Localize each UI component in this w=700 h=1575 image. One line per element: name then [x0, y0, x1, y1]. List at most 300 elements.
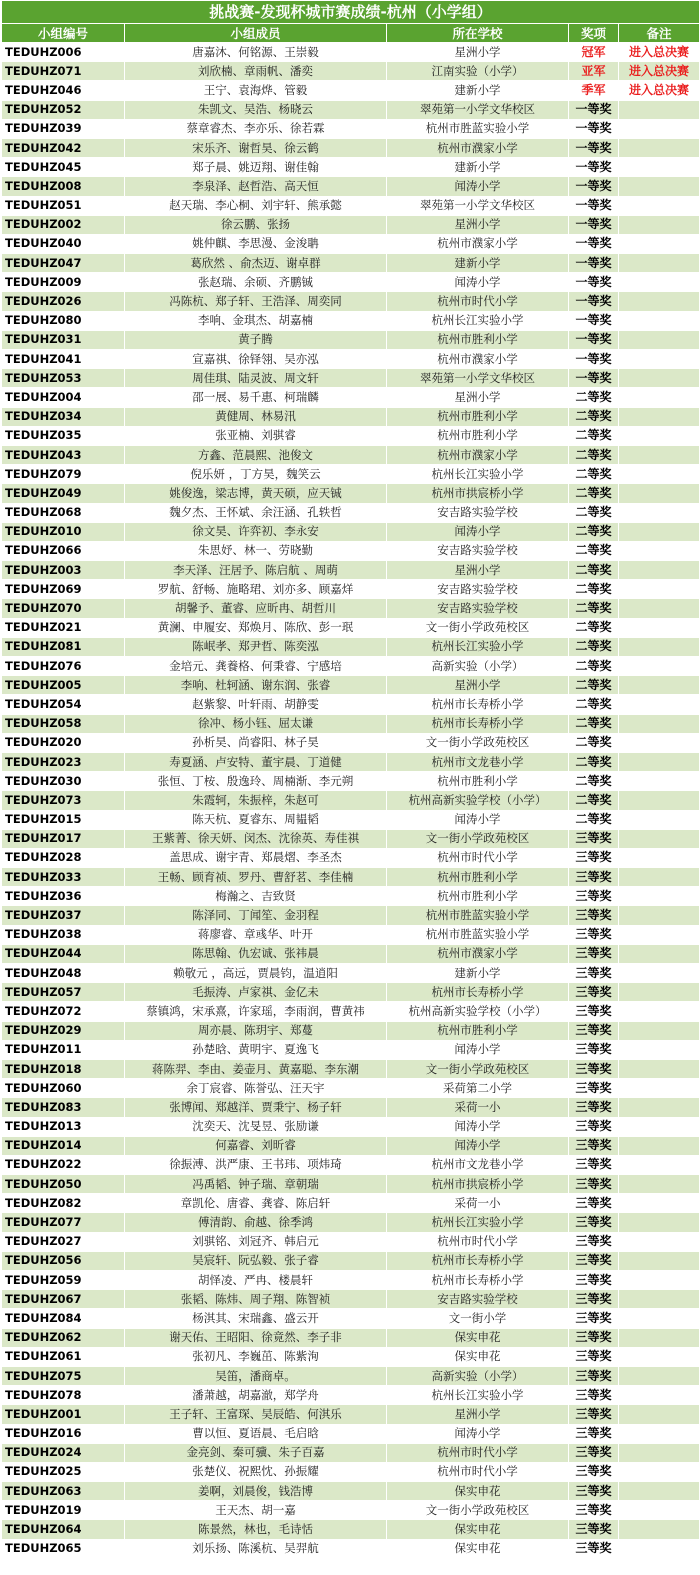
members-cell: 张初凡、李巍茁、陈紫洵: [125, 1347, 387, 1366]
members-cell: 朱凯文、吴浩、杨晓云: [125, 100, 387, 119]
group-id-cell: TEDUHZ043: [2, 445, 125, 464]
award-cell: 三等奖: [569, 1021, 619, 1040]
note-cell: [619, 350, 700, 369]
note-cell: [619, 1040, 700, 1059]
note-cell: [619, 1482, 700, 1501]
award-cell: 三等奖: [569, 1155, 619, 1174]
members-cell: 曹以恒、夏语晨、毛启晗: [125, 1424, 387, 1443]
note-cell: [619, 791, 700, 810]
note-cell: [619, 100, 700, 119]
members-cell: 胡馨予、董睿、应昕冉、胡哲川: [125, 599, 387, 618]
school-cell: 杭州市胜利小学: [387, 330, 569, 349]
group-id-cell: TEDUHZ053: [2, 369, 125, 388]
school-cell: 保实申花: [387, 1482, 569, 1501]
members-cell: 徐振溥、洪严康、王书玮、项炜琦: [125, 1155, 387, 1174]
table-row: [2, 733, 700, 752]
table-row: [2, 1079, 700, 1098]
table-row: [2, 1462, 700, 1481]
members-cell: 罗航、舒畅、施略珺、刘亦多、顾嘉烊: [125, 580, 387, 599]
header-award: 奖项: [569, 24, 619, 43]
note-cell: [619, 426, 700, 445]
group-id-cell: TEDUHZ036: [2, 887, 125, 906]
results-table: [1, 0, 700, 1559]
school-cell: 杭州市拱宸桥小学: [387, 484, 569, 503]
award-cell: 冠军: [569, 43, 619, 62]
table-row: [2, 983, 700, 1002]
note-cell: [619, 1213, 700, 1232]
note-cell: [619, 503, 700, 522]
note-cell: [619, 848, 700, 867]
members-cell: 冯禹韬、钟子瑞、章朝瑞: [125, 1175, 387, 1194]
members-cell: 黄澜、申履安、郑焕月、陈欣、彭一珉: [125, 618, 387, 637]
group-id-cell: TEDUHZ081: [2, 637, 125, 656]
award-cell: 三等奖: [569, 1405, 619, 1424]
award-cell: 亚军: [569, 62, 619, 81]
school-cell: 建新小学: [387, 81, 569, 100]
table-row: [2, 1175, 700, 1194]
table-row: [2, 676, 700, 695]
group-id-cell: TEDUHZ018: [2, 1059, 125, 1078]
award-cell: 二等奖: [569, 714, 619, 733]
members-cell: 赵天瑞、李心桐、刘宇轩、熊承懿: [125, 196, 387, 215]
note-cell: [619, 1117, 700, 1136]
school-cell: 安吉路实验学校: [387, 1290, 569, 1309]
note-cell: [619, 1232, 700, 1251]
group-id-cell: TEDUHZ057: [2, 983, 125, 1002]
table-row: [2, 445, 700, 464]
school-cell: 杭州市胜利小学: [387, 407, 569, 426]
group-id-cell: TEDUHZ005: [2, 676, 125, 695]
note-cell: [619, 158, 700, 177]
school-cell: 杭州长江实验小学: [387, 465, 569, 484]
members-cell: 刘乐扬、陈溪杭、吴羿航: [125, 1539, 387, 1558]
note-cell: [619, 215, 700, 234]
school-cell: 建新小学: [387, 964, 569, 983]
header-note: 备注: [619, 24, 700, 43]
note-cell: [619, 695, 700, 714]
table-body: [2, 43, 700, 1559]
members-cell: 李响、杜轲涵、谢东润、张睿: [125, 676, 387, 695]
school-cell: 闻涛小学: [387, 1040, 569, 1059]
members-cell: 李天泽、汪居予、陈启航 、周萌: [125, 561, 387, 580]
school-cell: 杭州市濮家小学: [387, 445, 569, 464]
group-id-cell: TEDUHZ020: [2, 733, 125, 752]
group-id-cell: TEDUHZ010: [2, 522, 125, 541]
members-cell: 孙楚晗、黄明宇、夏逸飞: [125, 1040, 387, 1059]
school-cell: 星洲小学: [387, 388, 569, 407]
award-cell: 二等奖: [569, 599, 619, 618]
award-cell: 三等奖: [569, 1213, 619, 1232]
members-cell: 周亦晨、陈玥宇、郑蔓: [125, 1021, 387, 1040]
members-cell: 姚仲麒、李思漫、金浚聃: [125, 234, 387, 253]
note-cell: [619, 1136, 700, 1155]
school-cell: 文一街小学: [387, 1309, 569, 1328]
group-id-cell: TEDUHZ002: [2, 215, 125, 234]
school-cell: 安吉路实验学校: [387, 541, 569, 560]
members-cell: 张亚楠、刘骐睿: [125, 426, 387, 445]
award-cell: 二等奖: [569, 772, 619, 791]
note-cell: [619, 887, 700, 906]
note-cell: [619, 1309, 700, 1328]
school-cell: 杭州市长寿桥小学: [387, 1251, 569, 1270]
members-cell: 蒋廖睿、章彧华、叶开: [125, 925, 387, 944]
note-cell: [619, 177, 700, 196]
table-row: [2, 868, 700, 887]
members-cell: 李响、金琪杰、胡嘉楠: [125, 311, 387, 330]
members-cell: 王宁、袁海烨、管毅: [125, 81, 387, 100]
school-cell: 杭州市时代小学: [387, 292, 569, 311]
school-cell: 杭州市文龙巷小学: [387, 1155, 569, 1174]
members-cell: 寿夏涵、卢安特、董宇晨、丁道健: [125, 752, 387, 771]
group-id-cell: TEDUHZ003: [2, 561, 125, 580]
group-id-cell: TEDUHZ063: [2, 1482, 125, 1501]
school-cell: 杭州市长寿桥小学: [387, 1271, 569, 1290]
award-cell: 二等奖: [569, 426, 619, 445]
table-row: [2, 906, 700, 925]
table-row: [2, 1347, 700, 1366]
award-cell: 二等奖: [569, 465, 619, 484]
members-cell: 周佳琪、陆灵波、周文轩: [125, 369, 387, 388]
table-row: [2, 43, 700, 62]
group-id-cell: TEDUHZ013: [2, 1117, 125, 1136]
group-id-cell: TEDUHZ060: [2, 1079, 125, 1098]
note-cell: [619, 330, 700, 349]
members-cell: 姚俊逸，梁志博，黄天硕，应天铖: [125, 484, 387, 503]
header-members: 小组成员: [125, 24, 387, 43]
members-cell: 方鑫、范晨熙、池俊文: [125, 445, 387, 464]
note-cell: [619, 522, 700, 541]
table-row: [2, 196, 700, 215]
award-cell: 三等奖: [569, 1040, 619, 1059]
group-id-cell: TEDUHZ033: [2, 868, 125, 887]
note-cell: [619, 1347, 700, 1366]
award-cell: 三等奖: [569, 1290, 619, 1309]
group-id-cell: TEDUHZ071: [2, 62, 125, 81]
group-id-cell: TEDUHZ072: [2, 1002, 125, 1021]
table-row: [2, 177, 700, 196]
award-cell: 三等奖: [569, 906, 619, 925]
award-cell: 三等奖: [569, 829, 619, 848]
table-row: [2, 1117, 700, 1136]
group-id-cell: TEDUHZ056: [2, 1251, 125, 1270]
award-cell: 一等奖: [569, 196, 619, 215]
school-cell: 杭州市胜利小学: [387, 426, 569, 445]
award-cell: 二等奖: [569, 541, 619, 560]
note-cell: [619, 752, 700, 771]
members-cell: 王子轩、王富琛、吴辰皓、何淇乐: [125, 1405, 387, 1424]
award-cell: 二等奖: [569, 407, 619, 426]
note-cell: [619, 772, 700, 791]
school-cell: 杭州市时代小学: [387, 1443, 569, 1462]
note-cell: [619, 964, 700, 983]
award-cell: 三等奖: [569, 1271, 619, 1290]
school-cell: 杭州市文龙巷小学: [387, 752, 569, 771]
members-cell: 陈景然，林也，毛诗恬: [125, 1520, 387, 1539]
table-row: [2, 522, 700, 541]
group-id-cell: TEDUHZ082: [2, 1194, 125, 1213]
members-cell: 沈奕天、沈旻昱、张励谦: [125, 1117, 387, 1136]
group-id-cell: TEDUHZ078: [2, 1386, 125, 1405]
award-cell: 一等奖: [569, 138, 619, 157]
award-cell: 一等奖: [569, 292, 619, 311]
award-cell: 三等奖: [569, 1443, 619, 1462]
school-cell: 杭州市时代小学: [387, 848, 569, 867]
members-cell: 吴宸轩、阮弘毅、张子睿: [125, 1251, 387, 1270]
school-cell: 闻涛小学: [387, 522, 569, 541]
members-cell: 蔡镇鸿，宋承熹，许家瑶，李雨润，曹黄祎: [125, 1002, 387, 1021]
school-cell: 杭州市长寿桥小学: [387, 714, 569, 733]
table-row: [2, 599, 700, 618]
group-id-cell: TEDUHZ070: [2, 599, 125, 618]
school-cell: 杭州市濮家小学: [387, 138, 569, 157]
table-row: [2, 1271, 700, 1290]
award-cell: 三等奖: [569, 1002, 619, 1021]
members-cell: 王畅、顾育祯、罗丹、曹舒茗、李佳楠: [125, 868, 387, 887]
group-id-cell: TEDUHZ011: [2, 1040, 125, 1059]
group-id-cell: TEDUHZ015: [2, 810, 125, 829]
members-cell: 蒋陈羿、李由、姜壶月、黄嘉聪、李东潮: [125, 1059, 387, 1078]
table-row: [2, 1021, 700, 1040]
award-cell: 二等奖: [569, 676, 619, 695]
school-cell: 安吉路实验学校: [387, 503, 569, 522]
members-cell: 张楚仪、祝熙忱、孙振耀: [125, 1462, 387, 1481]
note-cell: [619, 1175, 700, 1194]
members-cell: 刘欣楠、章雨帆、潘奕: [125, 62, 387, 81]
school-cell: 杭州市胜利小学: [387, 1021, 569, 1040]
school-cell: 杭州长江实验小学: [387, 311, 569, 330]
members-cell: 徐冲、杨小钰、屈太谦: [125, 714, 387, 733]
school-cell: 文一街小学政苑校区: [387, 1059, 569, 1078]
members-cell: 冯陈杭、郑子轩、王浩泽、周奕同: [125, 292, 387, 311]
group-id-cell: TEDUHZ080: [2, 311, 125, 330]
table-row: [2, 1443, 700, 1462]
award-cell: 三等奖: [569, 1482, 619, 1501]
group-id-cell: TEDUHZ001: [2, 1405, 125, 1424]
school-cell: 杭州市胜利小学: [387, 887, 569, 906]
members-cell: 陈天杭、夏睿东、周韫韬: [125, 810, 387, 829]
note-cell: [619, 1539, 700, 1558]
members-cell: 金亮剑、秦可骥、朱子百嘉: [125, 1443, 387, 1462]
note-cell: [619, 983, 700, 1002]
award-cell: 三等奖: [569, 848, 619, 867]
title-row: [2, 1, 700, 24]
members-cell: 李泉泽、赵哲浩、高天恒: [125, 177, 387, 196]
note-cell: [619, 388, 700, 407]
table-row: [2, 1405, 700, 1424]
school-cell: 高新实验（小学）: [387, 1366, 569, 1385]
note-cell: [619, 1079, 700, 1098]
award-cell: 二等奖: [569, 733, 619, 752]
group-id-cell: TEDUHZ049: [2, 484, 125, 503]
group-id-cell: TEDUHZ023: [2, 752, 125, 771]
award-cell: 二等奖: [569, 388, 619, 407]
group-id-cell: TEDUHZ047: [2, 254, 125, 273]
table-row: [2, 964, 700, 983]
members-cell: 宋乐齐、谢哲昊、徐云鹤: [125, 138, 387, 157]
group-id-cell: TEDUHZ037: [2, 906, 125, 925]
award-cell: 一等奖: [569, 273, 619, 292]
award-cell: 二等奖: [569, 618, 619, 637]
note-cell: [619, 1194, 700, 1213]
school-cell: 杭州市胜利小学: [387, 868, 569, 887]
members-cell: 徐云鹏、张扬: [125, 215, 387, 234]
school-cell: 星洲小学: [387, 215, 569, 234]
group-id-cell: TEDUHZ019: [2, 1501, 125, 1520]
note-cell: [619, 618, 700, 637]
award-cell: 一等奖: [569, 158, 619, 177]
table-row: [2, 138, 700, 157]
table-row: [2, 1328, 700, 1347]
award-cell: 二等奖: [569, 752, 619, 771]
members-cell: 魏夕杰、王怀斌、余汪涵、孔轶哲: [125, 503, 387, 522]
group-id-cell: TEDUHZ025: [2, 1462, 125, 1481]
award-cell: 三等奖: [569, 868, 619, 887]
school-cell: 闻涛小学: [387, 273, 569, 292]
award-cell: 三等奖: [569, 1194, 619, 1213]
school-cell: 杭州市长寿桥小学: [387, 695, 569, 714]
table-row: [2, 1040, 700, 1059]
table-row: [2, 810, 700, 829]
group-id-cell: TEDUHZ006: [2, 43, 125, 62]
table-row: [2, 752, 700, 771]
note-cell: 进入总决赛: [619, 43, 700, 62]
table-row: [2, 273, 700, 292]
table-row: [2, 848, 700, 867]
table-row: [2, 1290, 700, 1309]
table-row: [2, 311, 700, 330]
table-row: [2, 119, 700, 138]
note-cell: [619, 254, 700, 273]
school-cell: 闻涛小学: [387, 1117, 569, 1136]
award-cell: 三等奖: [569, 1079, 619, 1098]
school-cell: 高新实验（小学）: [387, 657, 569, 676]
table-row: [2, 1366, 700, 1385]
members-cell: 葛欣然 、俞杰迈、谢卓群: [125, 254, 387, 273]
note-cell: [619, 561, 700, 580]
school-cell: 星洲小学: [387, 1405, 569, 1424]
group-id-cell: TEDUHZ065: [2, 1539, 125, 1558]
school-cell: 翠苑第一小学文华校区: [387, 369, 569, 388]
award-cell: 二等奖: [569, 791, 619, 810]
note-cell: [619, 119, 700, 138]
members-cell: 倪乐妍 ，丁方昊，魏笑云: [125, 465, 387, 484]
school-cell: 安吉路实验学校: [387, 580, 569, 599]
members-cell: 毛振涛、卢家祺、金亿未: [125, 983, 387, 1002]
school-cell: 杭州市时代小学: [387, 1462, 569, 1481]
members-cell: 傅清韵、俞越、徐季鸿: [125, 1213, 387, 1232]
members-cell: 刘骐铭、刘冠齐、韩启元: [125, 1232, 387, 1251]
header-group-id: 小组编号: [2, 24, 125, 43]
table-row: [2, 81, 700, 100]
note-cell: [619, 925, 700, 944]
members-cell: 赖敬元 ，高远，贾晨钧，温逍阳: [125, 964, 387, 983]
group-id-cell: TEDUHZ030: [2, 772, 125, 791]
members-cell: 唐嘉沐、何铭源、王崇毅: [125, 43, 387, 62]
group-id-cell: TEDUHZ076: [2, 657, 125, 676]
award-cell: 三等奖: [569, 983, 619, 1002]
group-id-cell: TEDUHZ052: [2, 100, 125, 119]
members-cell: 王天杰、胡一嘉: [125, 1501, 387, 1520]
award-cell: 二等奖: [569, 484, 619, 503]
members-cell: 张博闻、郑越洋、贾秉宁、杨子轩: [125, 1098, 387, 1117]
award-cell: 一等奖: [569, 215, 619, 234]
note-cell: [619, 1443, 700, 1462]
members-cell: 吴笛，潘商卓。: [125, 1366, 387, 1385]
table-row: [2, 541, 700, 560]
table-row: [2, 772, 700, 791]
school-cell: 杭州市胜利小学: [387, 772, 569, 791]
table-row: [2, 657, 700, 676]
table-row: [2, 465, 700, 484]
school-cell: 江南实验（小学）: [387, 62, 569, 81]
school-cell: 文一街小学政苑校区: [387, 1501, 569, 1520]
table-row: [2, 62, 700, 81]
note-cell: [619, 1520, 700, 1539]
award-cell: 二等奖: [569, 445, 619, 464]
table-row: [2, 350, 700, 369]
award-cell: 二等奖: [569, 637, 619, 656]
group-id-cell: TEDUHZ026: [2, 292, 125, 311]
note-cell: [619, 1271, 700, 1290]
group-id-cell: TEDUHZ079: [2, 465, 125, 484]
note-cell: [619, 676, 700, 695]
note-cell: [619, 445, 700, 464]
table-row: [2, 1232, 700, 1251]
table-row: [2, 234, 700, 253]
table-row: [2, 1309, 700, 1328]
table-row: [2, 1251, 700, 1270]
award-cell: 三等奖: [569, 1462, 619, 1481]
group-id-cell: TEDUHZ022: [2, 1155, 125, 1174]
members-cell: 盖思成、谢宇青、郑晨熠、李圣杰: [125, 848, 387, 867]
note-cell: [619, 714, 700, 733]
table-row: [2, 1520, 700, 1539]
table-row: [2, 254, 700, 273]
award-cell: 三等奖: [569, 1117, 619, 1136]
group-id-cell: TEDUHZ045: [2, 158, 125, 177]
school-cell: 翠苑第一小学文华校区: [387, 196, 569, 215]
table-row: [2, 561, 700, 580]
award-cell: 一等奖: [569, 177, 619, 196]
note-cell: [619, 196, 700, 215]
award-cell: 三等奖: [569, 925, 619, 944]
school-cell: 保实申花: [387, 1347, 569, 1366]
table-row: [2, 330, 700, 349]
award-cell: 三等奖: [569, 1175, 619, 1194]
note-cell: [619, 138, 700, 157]
note-cell: [619, 369, 700, 388]
group-id-cell: TEDUHZ029: [2, 1021, 125, 1040]
note-cell: [619, 868, 700, 887]
group-id-cell: TEDUHZ061: [2, 1347, 125, 1366]
school-cell: 杭州市濮家小学: [387, 944, 569, 963]
group-id-cell: TEDUHZ051: [2, 196, 125, 215]
school-cell: 杭州高新实验学校（小学）: [387, 791, 569, 810]
members-cell: 宣嘉祺、徐铎翎、吴亦泓: [125, 350, 387, 369]
table-row: [2, 618, 700, 637]
table-row: [2, 158, 700, 177]
award-cell: 三等奖: [569, 1328, 619, 1347]
award-cell: 一等奖: [569, 350, 619, 369]
members-cell: 章凯伦、唐睿、龚睿、陈启轩: [125, 1194, 387, 1213]
group-id-cell: TEDUHZ038: [2, 925, 125, 944]
group-id-cell: TEDUHZ077: [2, 1213, 125, 1232]
table-row: [2, 407, 700, 426]
group-id-cell: TEDUHZ083: [2, 1098, 125, 1117]
members-cell: 郑子晨、姚迈翔、谢佳翰: [125, 158, 387, 177]
table-row: [2, 426, 700, 445]
award-cell: 三等奖: [569, 1520, 619, 1539]
